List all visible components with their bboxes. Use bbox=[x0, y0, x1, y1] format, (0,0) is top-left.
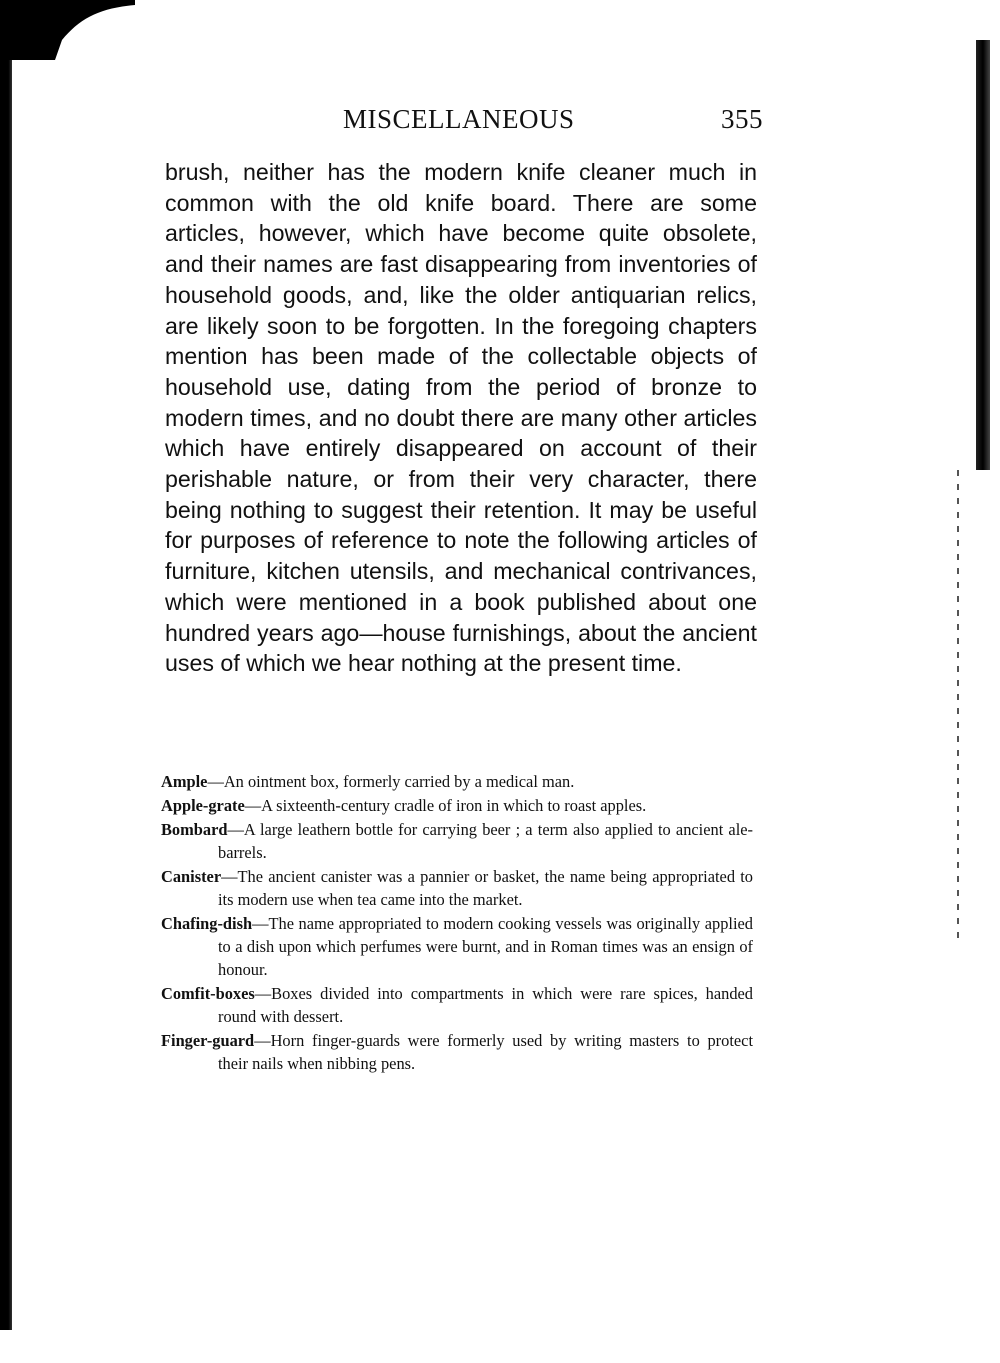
scan-edge-right-dotted bbox=[957, 470, 959, 940]
glossary-term: Canister bbox=[161, 867, 222, 886]
glossary-definition: —The name appropriated to modern cooking vessels was originally applied to a dish upon which perfumes were burnt, and in Roman times was an ensign of honour. bbox=[218, 914, 753, 979]
glossary-entry bbox=[161, 912, 753, 981]
glossary-definition: —A large leathern bottle for carrying beer ; a term also applied to ancient ale-barrels. bbox=[218, 820, 753, 862]
glossary-entry bbox=[161, 818, 753, 864]
glossary-entry bbox=[161, 770, 753, 793]
glossary-term: Apple-grate bbox=[161, 796, 245, 815]
glossary-entry bbox=[161, 982, 753, 1028]
glossary-term: Ample bbox=[161, 772, 208, 791]
glossary-term: Bombard bbox=[161, 820, 228, 839]
glossary-entry bbox=[161, 865, 753, 911]
scan-corner-artifact bbox=[0, 0, 135, 60]
glossary-definition: —A sixteenth-century cradle of iron in which to roast apples. bbox=[244, 796, 647, 815]
glossary-entry bbox=[161, 794, 753, 817]
glossary-definition: —An ointment box, formerly carried by a medical man. bbox=[207, 772, 575, 791]
glossary-term: Chafing-dish bbox=[161, 914, 253, 933]
glossary-definition: —The ancient canister was a pannier or basket, the name being appropriated to its modern use when tea came into the market. bbox=[218, 867, 753, 909]
scan-edge-right bbox=[976, 40, 990, 470]
running-header bbox=[343, 104, 763, 138]
body-text-block bbox=[165, 157, 757, 679]
glossary-term: Finger-guard bbox=[161, 1031, 255, 1050]
glossary-list bbox=[161, 770, 753, 1076]
glossary-definition: —Boxes divided into compartments in which were rare spices, handed round with dessert. bbox=[218, 984, 753, 1026]
body-paragraph: brush, neither has the modern knife cleaner much in common with the old knife board. There are some articles, however, which have become quite obsolete, and their names are fast disappearing from inventories of household goods, and, like the older antiquarian relics, are likely soon to be forgotten. In the foregoing chapters mention has been made of the collectable objects of household use, dating from the period of bronze to modern times, and no doubt there are many other articles which have entirely disappeared on account of their perishable nature, or from their very character, there being nothing to suggest their retention. It may be useful for purposes of reference to note the following articles of furniture, kitchen utensils, and mechanical contrivances, which were mentioned in a book published about one hundred years ago—house furnishings, about the ancient uses of which we hear nothing at the present time. bbox=[165, 159, 757, 677]
page-number: 355 bbox=[721, 104, 763, 134]
glossary-entry bbox=[161, 1029, 753, 1075]
scan-edge-left bbox=[0, 0, 12, 1330]
glossary-term: Comfit-boxes bbox=[161, 984, 255, 1003]
page-title: MISCELLANEOUS bbox=[343, 104, 575, 134]
glossary-definition: —Horn finger-guards were formerly used by writing masters to protect their nails when nibbing pens. bbox=[218, 1031, 753, 1073]
